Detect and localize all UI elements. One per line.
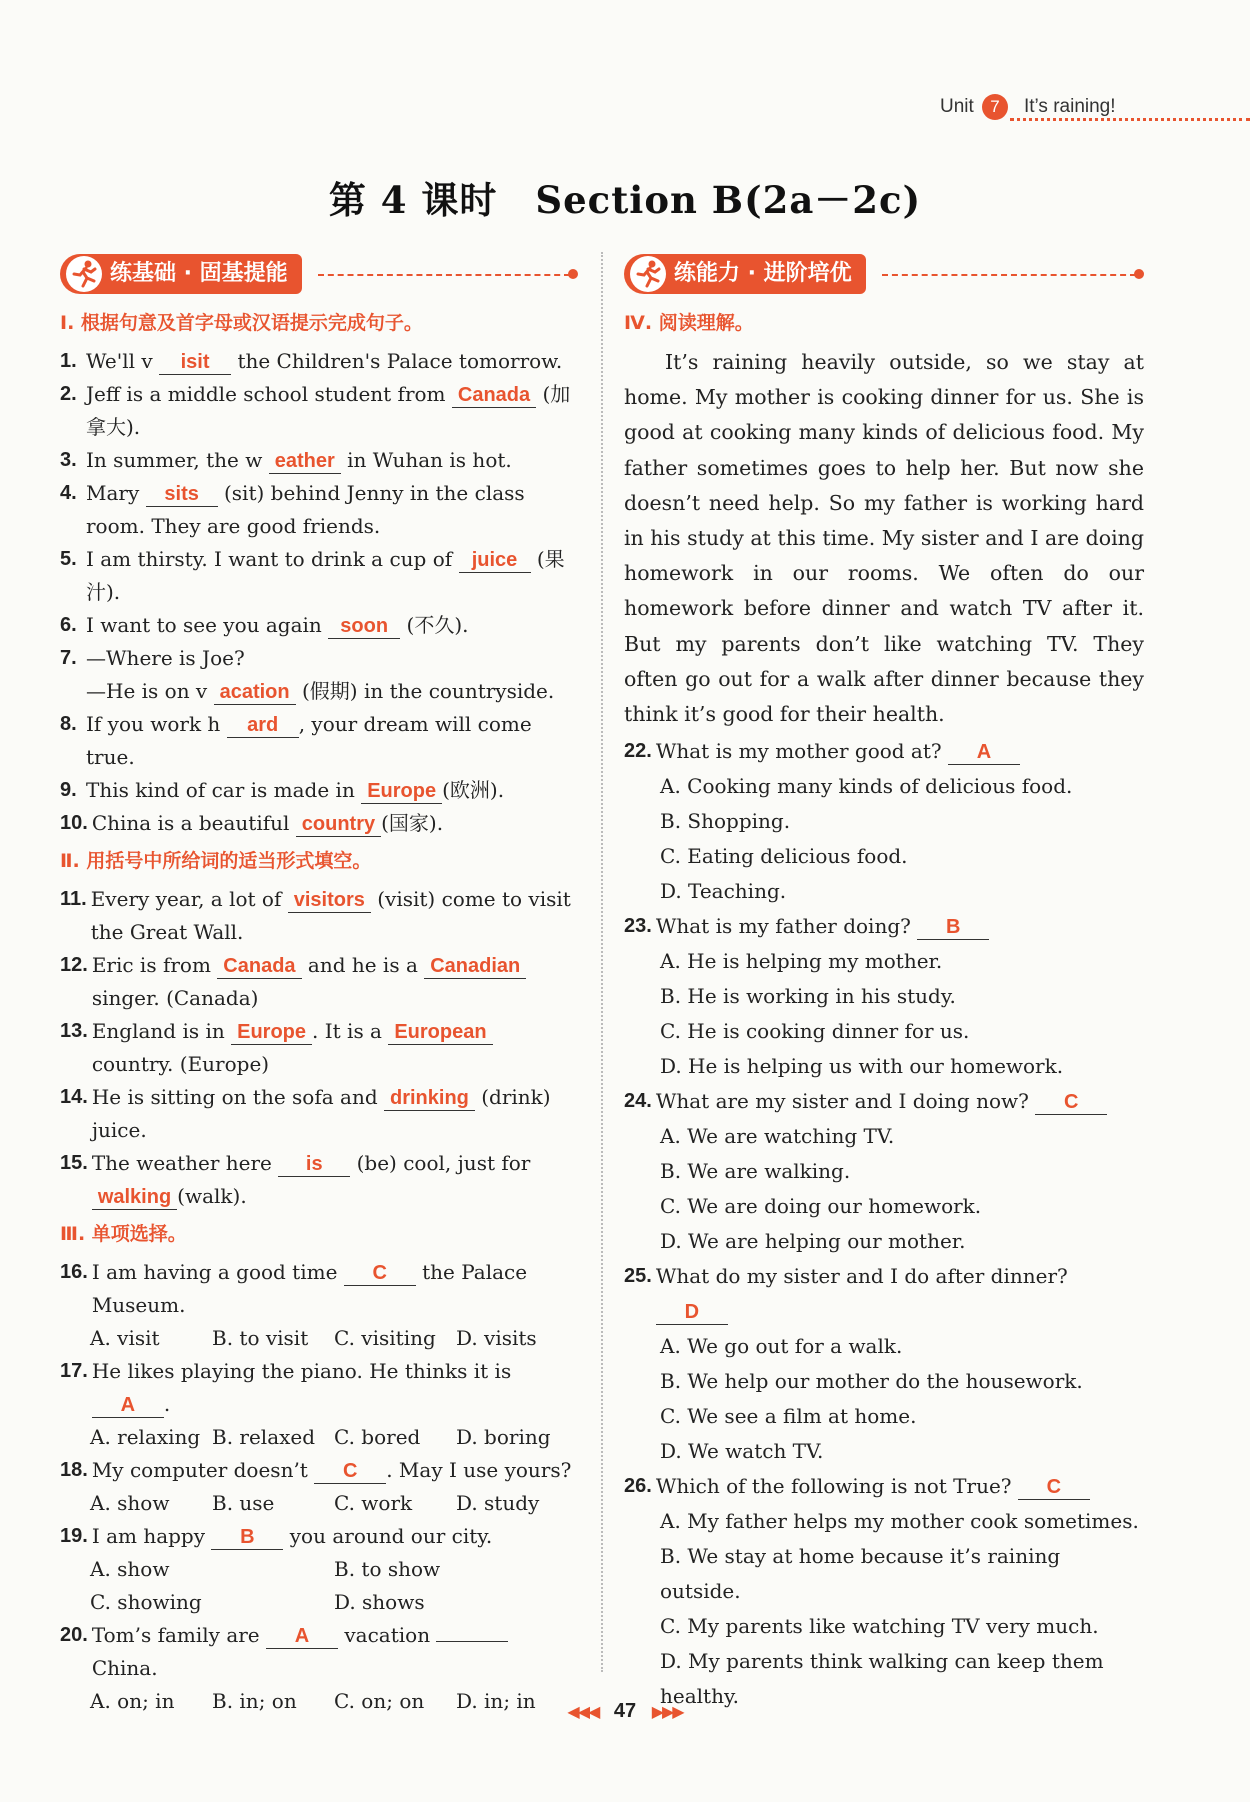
answer-blank[interactable]: C	[344, 1261, 416, 1286]
right-column	[624, 254, 1144, 1714]
question-2: 2. Jeff is a middle school student from Canada (加拿大).	[60, 382, 571, 439]
answer-blank[interactable]: acation	[214, 680, 296, 705]
section-heading: Ⅲ. 单项选择。	[60, 1223, 187, 1245]
answer-blank[interactable]: juice	[459, 548, 531, 573]
option[interactable]: D. We watch TV.	[660, 1439, 824, 1464]
unit-word: Unit	[940, 96, 974, 117]
answer-blank[interactable]: C	[1018, 1475, 1090, 1500]
answer-blank[interactable]: eather	[269, 449, 341, 474]
prev-arrows-icon: ◀◀◀	[567, 1704, 599, 1721]
page-footer	[0, 1700, 1250, 1723]
option[interactable]: A. We are watching TV.	[660, 1124, 895, 1149]
banner-dashed-line	[318, 274, 570, 276]
option[interactable]: B. We are walking.	[660, 1159, 851, 1184]
banner-pill	[624, 254, 866, 294]
option[interactable]: D. My parents think walking can keep them healthy.	[660, 1649, 1104, 1709]
options-20: A. on; in B. in; on C. on; on D. in; in	[90, 1689, 536, 1713]
option[interactable]: D. He is helping us with our homework.	[660, 1054, 1064, 1079]
banner-dashed-line	[882, 274, 1136, 276]
question-13: 13. England is in Europe . It is a European country. (Europe)	[60, 1015, 578, 1081]
question-5: 5. I am thirsty. I want to drink a cup of juice (果汁).	[60, 547, 565, 604]
question-23: 23. What is my father doing? B	[624, 909, 1144, 944]
question-9: 9. This kind of car is made in Europe (欧洲).	[60, 778, 505, 802]
answer-blank[interactable]: Canadian	[424, 954, 526, 979]
left-column	[60, 254, 578, 1718]
answer-blank[interactable]: sits	[146, 482, 218, 507]
next-arrows-icon: ▶▶▶	[651, 1704, 683, 1721]
options-18: A. show B. use C. work D. study	[90, 1491, 540, 1515]
question-10: 10. China is a beautiful country (国家).	[60, 811, 444, 835]
answer-blank[interactable]: European	[388, 1020, 492, 1045]
answer-blank[interactable]: country	[296, 812, 381, 837]
banner-pill	[60, 254, 302, 294]
options-16: A. visit B. to visit C. visiting D. visits	[90, 1326, 537, 1350]
question-22: 22. What is my mother good at? A	[624, 734, 1144, 769]
answer-blank[interactable]: A	[92, 1393, 164, 1418]
answer-blank[interactable]: C	[1035, 1090, 1107, 1115]
options-17: A. relaxing B. relaxed C. bored D. boring	[90, 1425, 551, 1449]
banner-text: 练能力 · 进阶培优	[674, 261, 852, 286]
option[interactable]: B. We stay at home because it’s raining outside.	[660, 1544, 1061, 1604]
option[interactable]: B. He is working in his study.	[660, 984, 956, 1009]
question-18: 18. My computer doesn’t C . May I use yours?	[60, 1458, 572, 1482]
unit-header	[940, 96, 1250, 122]
option[interactable]: A. We go out for a walk.	[660, 1334, 903, 1359]
options-19: A. show B. to show C. showing D. shows	[90, 1557, 441, 1614]
question-4: 4. Mary sits (sit) behind Jenny in the class room. They are good friends.	[60, 481, 525, 538]
column-divider	[601, 252, 603, 1672]
section-banner-advanced	[624, 254, 1144, 298]
answer-blank[interactable]: A	[266, 1624, 338, 1649]
question-19: 19. I am happy B you around our city.	[60, 1524, 493, 1548]
question-8: 8. If you work h ard , your dream will come true.	[60, 712, 532, 769]
section-heading: Ⅳ. 阅读理解。	[624, 312, 754, 334]
reading-passage: It’s raining heavily outside, so we stay at home. My mother is cooking dinner for us. She is good at cooking many kinds of delicious food. My father sometimes goes to help her. But now she doesn’t need help. So my father is working hard in his study at this time. My sister and I are doing homework in our rooms. We often do our homework before dinner and watch TV after it. But my parents don’t like watching TV. They often go out for a walk after dinner because they think it’s good for their health.	[624, 350, 1144, 727]
unit-number-badge: 7	[982, 94, 1008, 120]
answer-blank[interactable]: Europe	[231, 1020, 312, 1045]
banner-text: 练基础 · 固基提能	[110, 261, 288, 286]
answer-blank[interactable]	[436, 1641, 508, 1642]
answer-blank[interactable]: ard	[227, 713, 299, 738]
option[interactable]: C. Eating delicious food.	[660, 844, 908, 869]
answer-blank[interactable]: Canada	[217, 954, 301, 979]
option[interactable]: D. We are helping our mother.	[660, 1229, 966, 1254]
question-7: 7. —Where is Joe? —He is on v acation (假期) in the countryside.	[60, 646, 555, 703]
question-6: 6. I want to see you again soon (不久).	[60, 613, 469, 637]
question-3: 3. In summer, the w eather in Wuhan is hot.	[60, 448, 512, 472]
answer-blank[interactable]: soon	[328, 614, 400, 639]
option[interactable]: A. My father helps my mother cook sometimes.	[660, 1509, 1139, 1534]
answer-blank[interactable]: is	[278, 1152, 350, 1177]
answer-blank[interactable]: D	[656, 1300, 728, 1325]
question-11: 11. Every year, a lot of visitors (visit) come to visit the Great Wall.	[60, 887, 571, 944]
banner-dot	[1134, 269, 1144, 279]
unit-title: It’s raining!	[1024, 96, 1116, 117]
answer-blank[interactable]: drinking	[384, 1086, 475, 1111]
question-1: 1. We'll v isit the Children's Palace tomorrow.	[60, 349, 563, 373]
question-20: 20. Tom’s family are A vacation China.	[60, 1619, 578, 1685]
answer-blank[interactable]: isit	[159, 350, 231, 375]
answer-blank[interactable]: walking	[92, 1185, 177, 1210]
option[interactable]: C. My parents like watching TV very much.	[660, 1614, 1099, 1639]
answer-blank[interactable]: A	[948, 740, 1020, 765]
banner-dot	[568, 269, 578, 279]
section-banner-basic	[60, 254, 578, 298]
question-17: 17. He likes playing the piano. He thinks it is A .	[60, 1359, 512, 1416]
answer-blank[interactable]: Europe	[361, 779, 442, 804]
option[interactable]: A. Cooking many kinds of delicious food.	[660, 774, 1073, 799]
question-24: 24. What are my sister and I doing now? C	[624, 1084, 1144, 1119]
question-26: 26. Which of the following is not True? C	[624, 1469, 1144, 1504]
page-title: 第 4 课时 Section B(2a－2c)	[328, 178, 922, 222]
option[interactable]: B. Shopping.	[660, 809, 791, 834]
answer-blank[interactable]: visitors	[288, 888, 371, 913]
header-dotted-rule	[1010, 118, 1250, 121]
question-16: 16. I am having a good time C the Palace Museum.	[60, 1260, 528, 1317]
option[interactable]: C. We are doing our homework.	[660, 1194, 982, 1219]
question-25: 25. What do my sister and I do after dinner? D	[624, 1264, 1068, 1324]
question-12: 12. Eric is from Canada and he is a Canadian singer. (Canada)	[60, 949, 578, 1015]
option[interactable]: D. Teaching.	[660, 879, 787, 904]
option[interactable]: A. He is helping my mother.	[660, 949, 943, 974]
option[interactable]: C. We see a film at home.	[660, 1404, 917, 1429]
runner-icon	[630, 256, 666, 292]
runner-icon	[66, 256, 102, 292]
answer-blank[interactable]: C	[314, 1459, 386, 1484]
section-heading: Ⅱ. 用括号中所给词的适当形式填空。	[60, 850, 372, 872]
answer-blank[interactable]: B	[211, 1525, 283, 1550]
answer-blank[interactable]: B	[917, 915, 989, 940]
option[interactable]: C. He is cooking dinner for us.	[660, 1019, 970, 1044]
question-15: 15. The weather here is (be) cool, just for walking (walk).	[60, 1151, 531, 1208]
section-heading: Ⅰ. 根据句意及首字母或汉语提示完成句子。	[60, 312, 423, 334]
question-14: 14. He is sitting on the sofa and drinking (drink) juice.	[60, 1085, 551, 1142]
answer-blank[interactable]: Canada	[452, 383, 536, 408]
option[interactable]: B. We help our mother do the housework.	[660, 1369, 1083, 1394]
page-number: 47	[613, 1700, 637, 1722]
